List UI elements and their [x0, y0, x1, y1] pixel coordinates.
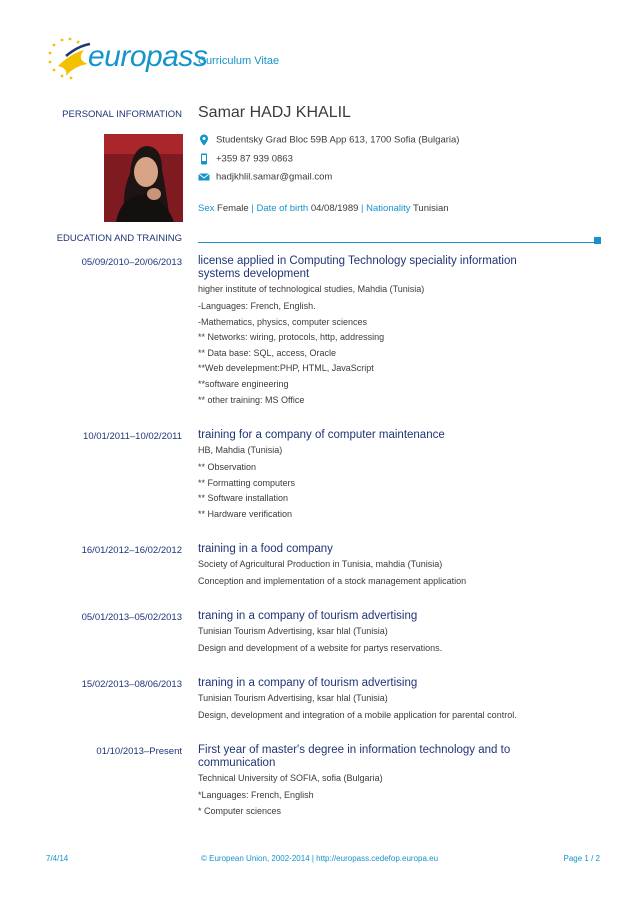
- education-entry: [198, 677, 538, 724]
- entry-line: -Languages: French, English.: [198, 301, 316, 311]
- sex-value: Female: [217, 203, 249, 214]
- personal-meta: [198, 203, 449, 214]
- education-entry: [198, 610, 528, 657]
- entry-line: ** other training: MS Office: [198, 394, 305, 405]
- education-entry: [198, 255, 528, 408]
- entry-line: * Computer sciences: [198, 805, 282, 816]
- entry-title: First year of master's degree in information technology and to communication: [198, 744, 511, 769]
- email-text: hadjkhlil.samar@gmail.com: [216, 171, 333, 183]
- entry-line: ** Networks: wiring, protocols, http, addressing: [198, 332, 385, 343]
- address-text: Studentsky Grad Bloc 59B App 613, 1700 Sofia (Bulgaria): [216, 134, 460, 146]
- entry-date: 05/01/2013–05/02/2013: [81, 612, 182, 623]
- entry-line: ** Software installation: [198, 493, 289, 504]
- dob-value: 04/08/1989: [310, 203, 359, 214]
- dob-label: Date of birth: [256, 203, 309, 214]
- phone-icon: [198, 153, 210, 165]
- location-pin-icon: [198, 134, 210, 146]
- nationality-label: Nationality: [366, 203, 411, 214]
- education-entry: [198, 429, 528, 522]
- entry-line: *Languages: French, English: [198, 790, 314, 800]
- entry-line: **software engineering: [198, 378, 289, 389]
- separator: |: [361, 203, 364, 214]
- entry-organisation: HB, Mahdia (Tunisia): [198, 445, 283, 455]
- entry-details: [198, 641, 528, 657]
- entry-title: traning in a company of tourism advertising: [198, 677, 418, 689]
- entry-date: 16/01/2012–16/02/2012: [81, 545, 182, 556]
- section-divider: [198, 242, 596, 243]
- phone-line: [198, 153, 293, 165]
- entry-line: ** Observation: [198, 462, 257, 472]
- email-line: [198, 171, 332, 183]
- footer-page-number: Page 1 / 2: [563, 854, 600, 863]
- entry-line: Conception and implementation of a stock management application: [198, 576, 467, 586]
- envelope-icon: [198, 171, 210, 183]
- nationality-value: Tunisian: [412, 203, 449, 214]
- section-divider-marker: [594, 237, 601, 244]
- entry-title: license applied in Computing Technology speciality information systems development: [198, 255, 517, 280]
- phone-text: +359 87 939 0863: [216, 153, 293, 165]
- entry-title: training in a food company: [198, 543, 333, 555]
- entry-title: traning in a company of tourism advertising: [198, 610, 418, 622]
- education-label: EDUCATION AND TRAINING: [56, 233, 182, 244]
- education-entry: [198, 543, 528, 590]
- entry-organisation: Tunisian Tourism Advertising, ksar hlal (Tunisia): [198, 693, 388, 703]
- entry-organisation: Technical University of SOFIA, sofia (Bulgaria): [198, 773, 383, 783]
- profile-photo: [104, 134, 183, 222]
- entry-organisation: Society of Agricultural Production in Tunisia, mahdia (Tunisia): [198, 559, 443, 569]
- entry-title: training for a company of computer maintenance: [198, 429, 445, 441]
- entry-details: [198, 299, 528, 408]
- person-name: Samar HADJ KHALIL: [198, 104, 351, 121]
- entry-line: Design and development of a website for partys reservations.: [198, 643, 443, 653]
- entry-organisation: higher institute of technological studies, Mahdia (Tunisia): [198, 284, 425, 294]
- education-entry: [198, 744, 518, 819]
- footer-date: 7/4/14: [46, 854, 69, 863]
- entry-date: 01/10/2013–Present: [96, 746, 182, 757]
- entry-date: 10/01/2011–10/02/2011: [83, 431, 182, 442]
- entry-details: [198, 708, 538, 724]
- entry-line: ** Data base: SQL, access, Oracle: [198, 347, 337, 358]
- entry-line: Design, development and integration of a mobile application for parental control.: [198, 710, 517, 720]
- sex-label: Sex: [198, 203, 215, 214]
- document-title: Curriculum Vitae: [198, 55, 280, 67]
- personal-info-label: PERSONAL INFORMATION: [62, 109, 182, 120]
- entry-organisation: Tunisian Tourism Advertising, ksar hlal (Tunisia): [198, 626, 388, 636]
- entry-date: 05/09/2010–20/06/2013: [81, 257, 182, 268]
- entry-line: -Mathematics, physics, computer sciences: [198, 316, 368, 327]
- address-line: [198, 134, 459, 146]
- logo-text: europass: [88, 40, 208, 73]
- separator: |: [251, 203, 254, 214]
- entry-details: [198, 574, 528, 590]
- entry-line: ** Hardware verification: [198, 508, 293, 519]
- entry-date: 15/02/2013–08/06/2013: [81, 679, 182, 690]
- entry-line: ** Formatting computers: [198, 477, 296, 488]
- entry-details: [198, 788, 518, 819]
- footer-copyright[interactable]: © European Union, 2002-2014 | http://europass.cedefop.europa.eu: [201, 854, 439, 863]
- entry-line: **Web develepment:PHP, HTML, JavaScript: [198, 363, 374, 374]
- entry-details: [198, 460, 528, 522]
